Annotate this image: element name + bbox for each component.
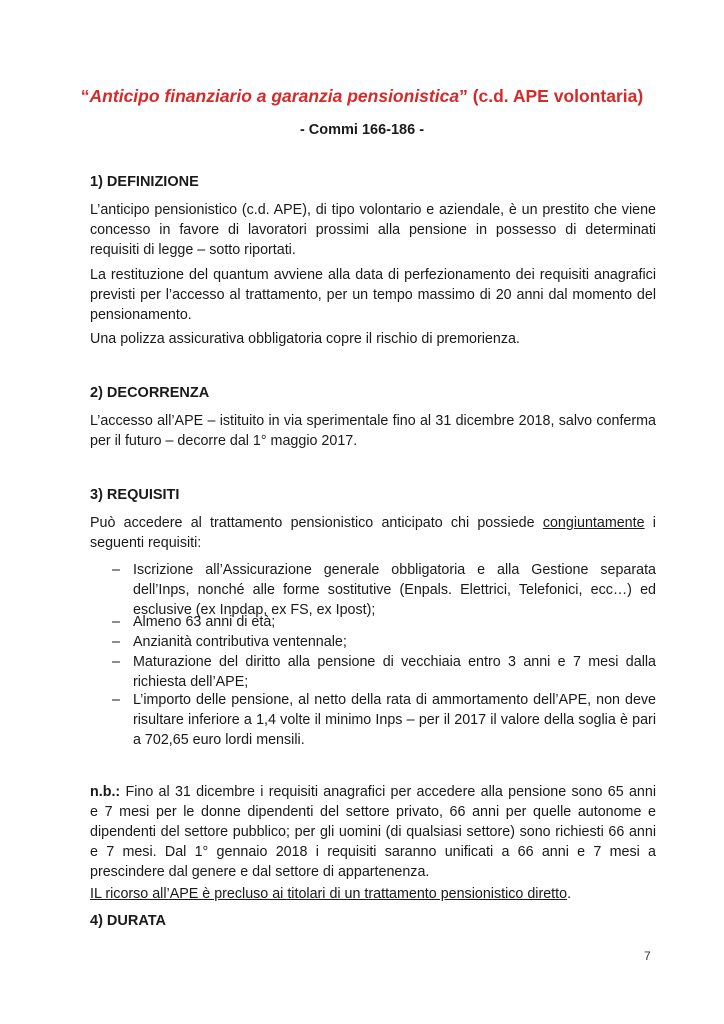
section-1-paragraph-1 <box>90 200 656 260</box>
dash-bullet: – <box>112 654 120 670</box>
text-line: concesso in favore di lavoratori prossimi alla pensione in possesso di determinati <box>90 222 656 238</box>
text-line: L’accesso all’APE – istituito in via sperimentale fino al 31 dicembre 2018, salvo conferma <box>90 413 656 429</box>
section-2-paragraph-1 <box>90 411 656 451</box>
text-line: previsti per l’accesso al trattamento, per un tempo massimo di 20 anni dal momento del <box>90 287 656 303</box>
nb-label: n.b.: <box>90 784 121 800</box>
text-line: La restituzione del quantum avviene alla data di perfezionamento dei requisiti anagrafici <box>90 267 656 283</box>
text-line <box>90 782 656 802</box>
sentence-period: . <box>567 886 572 902</box>
section-1-paragraph-2 <box>90 265 656 325</box>
text-line: pensionamento. <box>90 307 192 323</box>
section-1-heading: 1) DEFINIZIONE <box>90 174 199 190</box>
text-line: Anzianità contributiva ventennale; <box>133 634 347 650</box>
section-3-intro <box>90 513 656 553</box>
title-quote-close: ” <box>459 86 468 106</box>
title-rest: (c.d. APE volontaria) <box>467 86 644 106</box>
text-line: seguenti requisiti: <box>90 535 202 551</box>
text-line: a 702,65 euro lordi mensili. <box>133 732 305 748</box>
text-line: L’importo delle pensione, al netto della rata di ammortamento dell’APE, non deve <box>133 692 656 708</box>
text-line: Maturazione del diritto alla pensione di vecchiaia entro 3 anni e 7 mesi dalla <box>133 654 656 670</box>
text-line: e 7 mesi. Dal 1° gennaio 2018 i requisiti saranno unificati a 66 anni e 7 mesi a <box>90 844 656 860</box>
nota-bene-paragraph <box>90 782 656 882</box>
intro-text: Può accedere al trattamento pensionistico anticipato chi possiede <box>90 515 535 531</box>
text-line: Iscrizione all’Assicurazione generale obbligatoria e alla Gestione separata <box>133 562 656 578</box>
section-1-paragraph-3 <box>90 329 656 349</box>
text-line: e 7 mesi per le donne dipendenti del settore privato, 66 anni per quelle autonome e <box>90 804 656 820</box>
text-line: Almeno 63 anni di età; <box>133 614 276 630</box>
text-line: dell’Inps, nonché alle forme sostitutive (Enpals. Elettrici, Telefonici, ecc…) ed <box>133 582 656 598</box>
underlined-word: congiuntamente <box>542 515 645 531</box>
text-line: prescindere dal genere e dal settore di appartenenza. <box>90 864 430 880</box>
text-line: dipendenti del settore pubblico; per gli uomini (di qualsiasi settore) sono richiesti 66 anni <box>90 824 656 840</box>
text-line <box>90 513 656 533</box>
text-line: esclusive (ex Inpdap, ex FS, ex Ipost); <box>133 602 376 618</box>
title-italic-part: Anticipo finanziario a garanzia pensionistica <box>89 86 460 106</box>
text-line: Una polizza assicurativa obbligatoria copre il rischio di premorienza. <box>90 331 520 347</box>
title-quote-open: “ <box>80 86 90 106</box>
preclusion-note <box>90 884 656 904</box>
text-line: requisiti di legge – sotto riportati. <box>90 242 296 258</box>
document-subtitle: - Commi 166-186 - <box>299 122 425 138</box>
dash-bullet: – <box>112 614 120 630</box>
section-2-heading: 2) DECORRENZA <box>90 385 210 401</box>
text-line: L’anticipo pensionistico (c.d. APE), di tipo volontario e aziendale, è un prestito che viene <box>90 202 656 218</box>
document-title <box>0 86 724 106</box>
text-line: per il futuro – decorre dal 1° maggio 2017. <box>90 433 358 449</box>
section-4-heading: 4) DURATA <box>90 913 166 929</box>
dash-bullet: – <box>112 634 120 650</box>
dash-bullet: – <box>112 692 120 708</box>
text-line: richiesta dell’APE; <box>133 674 249 690</box>
dash-bullet: – <box>112 562 120 578</box>
text-line <box>90 884 656 904</box>
page-number: 7 <box>644 949 651 963</box>
nb-first-line: Fino al 31 dicembre i requisiti anagrafici per accedere alla pensione sono 65 anni <box>120 784 656 800</box>
underlined-sentence: IL ricorso all’APE è precluso ai titolari di un trattamento pensionistico diretto <box>90 886 568 902</box>
section-3-heading: 3) REQUISITI <box>90 487 180 503</box>
text-line: risultare inferiore a 1,4 volte il minimo Inps – per il 2017 il valore della soglia è pari <box>133 712 656 728</box>
intro-text-end: i <box>652 515 656 531</box>
